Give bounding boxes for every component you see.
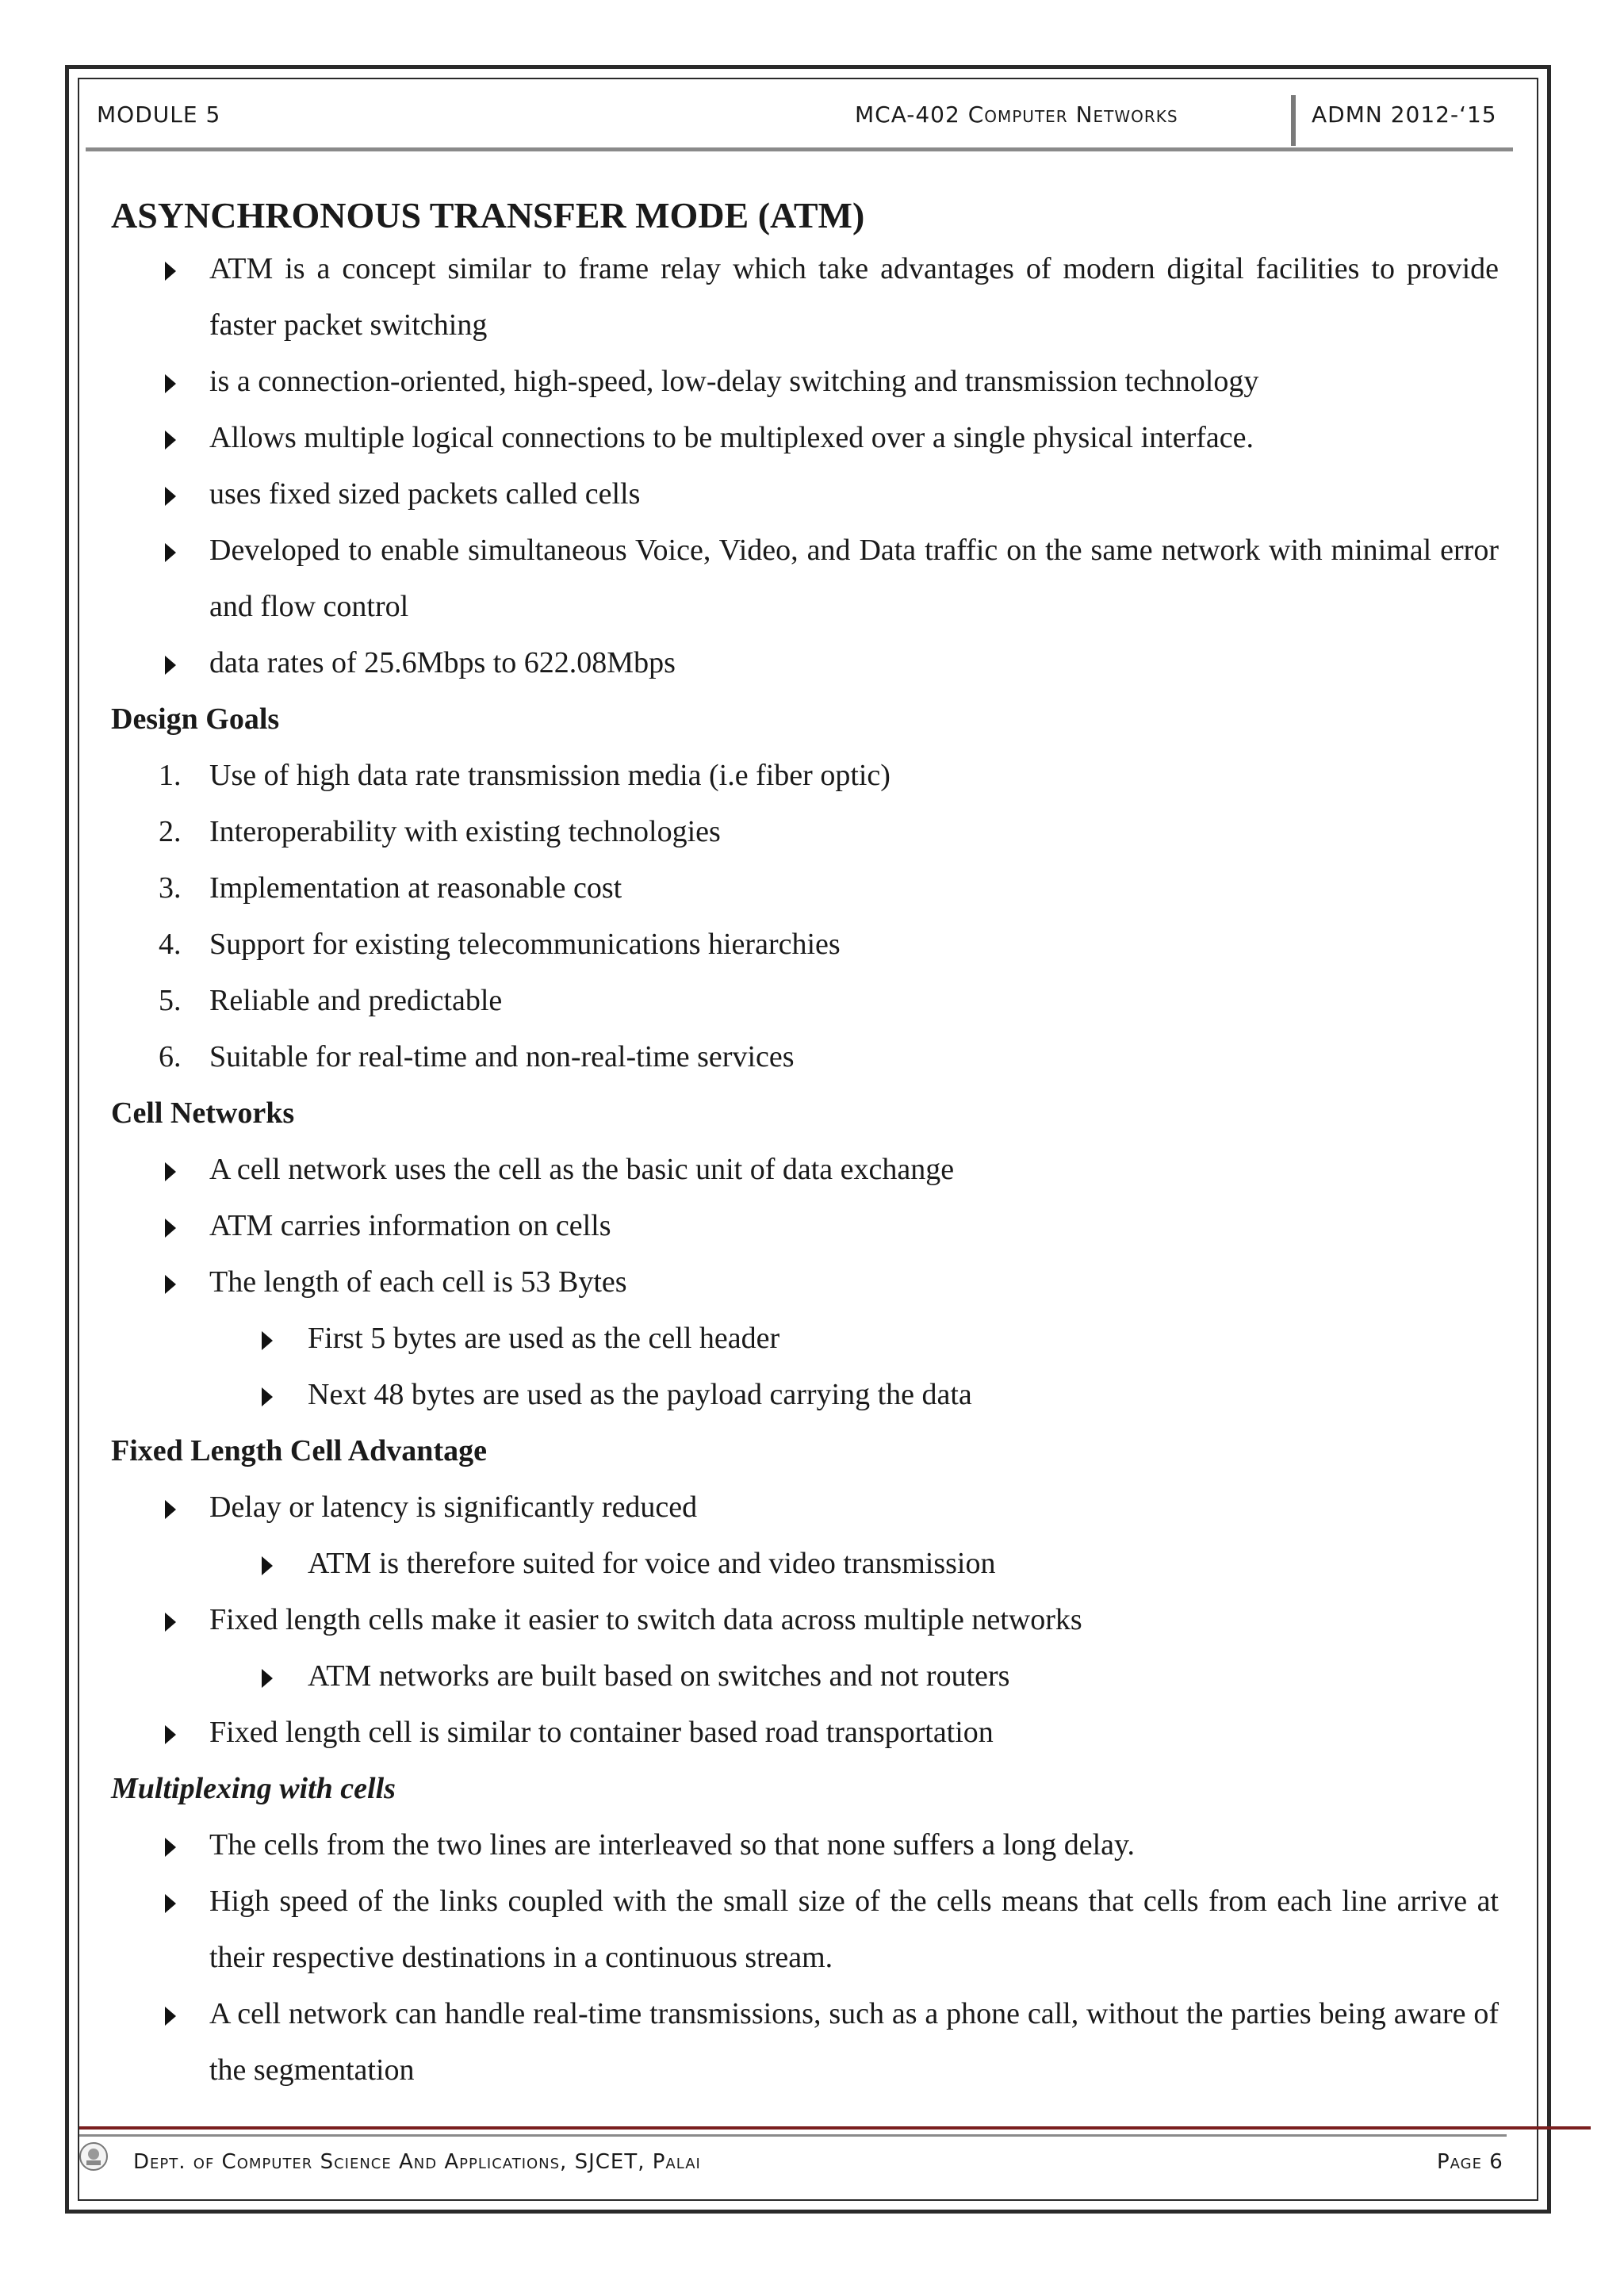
- multiplexing-list: [111, 1817, 1499, 2099]
- list-item: Allows multiple logical connections to be multiplexed over a single physical interface.: [111, 410, 1499, 466]
- bullet-arrow-icon: [165, 1162, 176, 1181]
- bullet-arrow-icon: [165, 2007, 176, 2026]
- fixed-length-list: [111, 1479, 1499, 1761]
- page-content: [111, 190, 1499, 2099]
- bullet-arrow-icon: [165, 1219, 176, 1238]
- footer-rule-gray: [79, 2134, 1507, 2137]
- header-course: MCA-402 Computer Networks: [855, 101, 1178, 128]
- list-item: Delay or latency is significantly reduced: [111, 1479, 1499, 1536]
- bullet-arrow-icon: [165, 656, 176, 675]
- list-item: A cell network uses the cell as the basic unit of data exchange: [111, 1142, 1499, 1198]
- list-item: 3. Implementation at reasonable cost: [159, 871, 622, 905]
- list-item: High speed of the links coupled with the small size of the cells means that cells from each line arrive at their respective destinations in a continuous stream.: [111, 1873, 1499, 1986]
- list-item: data rates of 25.6Mbps to 622.08Mbps: [111, 635, 1499, 691]
- list-subitem: Next 48 bytes are used as the payload carrying the data: [111, 1367, 1499, 1423]
- bullet-arrow-icon: [165, 543, 176, 562]
- bullet-arrow-icon: [165, 374, 176, 393]
- list-item: Developed to enable simultaneous Voice, Video, and Data traffic on the same network with minimal error and flow control: [111, 522, 1499, 635]
- footer-rule-red: [79, 2126, 1591, 2130]
- bullet-arrow-icon: [165, 430, 176, 450]
- list-subitem: First 5 bytes are used as the cell header: [111, 1311, 1499, 1367]
- header-rule: [86, 147, 1513, 151]
- list-item: The length of each cell is 53 Bytes: [111, 1254, 1499, 1311]
- bullet-arrow-icon: [262, 1387, 273, 1406]
- list-subitem: ATM is therefore suited for voice and video transmission: [111, 1536, 1499, 1592]
- section-heading-cell-networks: Cell Networks: [111, 1096, 295, 1130]
- bullet-arrow-icon: [262, 1331, 273, 1350]
- list-item: A cell network can handle real-time transmissions, such as a phone call, without the parties being aware of the segmentation: [111, 1986, 1499, 2099]
- footer-page-number: Page 6: [1437, 2150, 1503, 2174]
- list-item: The cells from the two lines are interleaved so that none suffers a long delay.: [111, 1817, 1499, 1873]
- page-title: ASYNCHRONOUS TRANSFER MODE (ATM): [111, 195, 865, 235]
- section-heading-multiplexing: Multiplexing with cells: [111, 1772, 396, 1805]
- header-separator: [1291, 95, 1296, 146]
- list-item: Fixed length cells make it easier to switch data across multiple networks: [111, 1592, 1499, 1648]
- design-goals-list: [111, 748, 1499, 1085]
- cell-networks-list: [111, 1142, 1499, 1423]
- bullet-arrow-icon: [165, 1894, 176, 1913]
- bullet-arrow-icon: [165, 1838, 176, 1857]
- list-subitem: ATM networks are built based on switches and not routers: [111, 1648, 1499, 1705]
- list-item: uses fixed sized packets called cells: [111, 466, 1499, 522]
- list-item: 5. Reliable and predictable: [159, 984, 503, 1017]
- bullet-arrow-icon: [165, 1500, 176, 1519]
- intro-list: [111, 241, 1499, 691]
- list-item: 1. Use of high data rate transmission media (i.e fiber optic): [159, 759, 891, 792]
- bullet-arrow-icon: [165, 262, 176, 281]
- bullet-arrow-icon: [165, 1275, 176, 1294]
- header-module: MODULE 5: [97, 101, 221, 128]
- college-seal-icon: [78, 2141, 109, 2172]
- list-item: is a connection-oriented, high-speed, low-delay switching and transmission technology: [111, 354, 1499, 410]
- list-item: 4. Support for existing telecommunications hierarchies: [159, 928, 841, 961]
- list-item: ATM carries information on cells: [111, 1198, 1499, 1254]
- bullet-arrow-icon: [262, 1669, 273, 1688]
- list-item: 6. Suitable for real-time and non-real-time services: [159, 1040, 795, 1073]
- list-item: Fixed length cell is similar to container based road transportation: [111, 1705, 1499, 1761]
- bullet-arrow-icon: [165, 1613, 176, 1632]
- bullet-arrow-icon: [165, 487, 176, 506]
- bullet-arrow-icon: [165, 1725, 176, 1744]
- footer-department: Dept. of Computer Science And Applications, SJCET, Palai: [133, 2150, 701, 2174]
- bullet-arrow-icon: [262, 1556, 273, 1575]
- list-item: ATM is a concept similar to frame relay which take advantages of modern digital facilities to provide faster packet switching: [111, 241, 1499, 354]
- list-item: 2. Interoperability with existing technologies: [159, 815, 721, 848]
- section-heading-fixed-length: Fixed Length Cell Advantage: [111, 1434, 487, 1468]
- section-heading-design-goals: Design Goals: [111, 702, 280, 736]
- header-admn: ADMN 2012-‘15: [1312, 101, 1497, 128]
